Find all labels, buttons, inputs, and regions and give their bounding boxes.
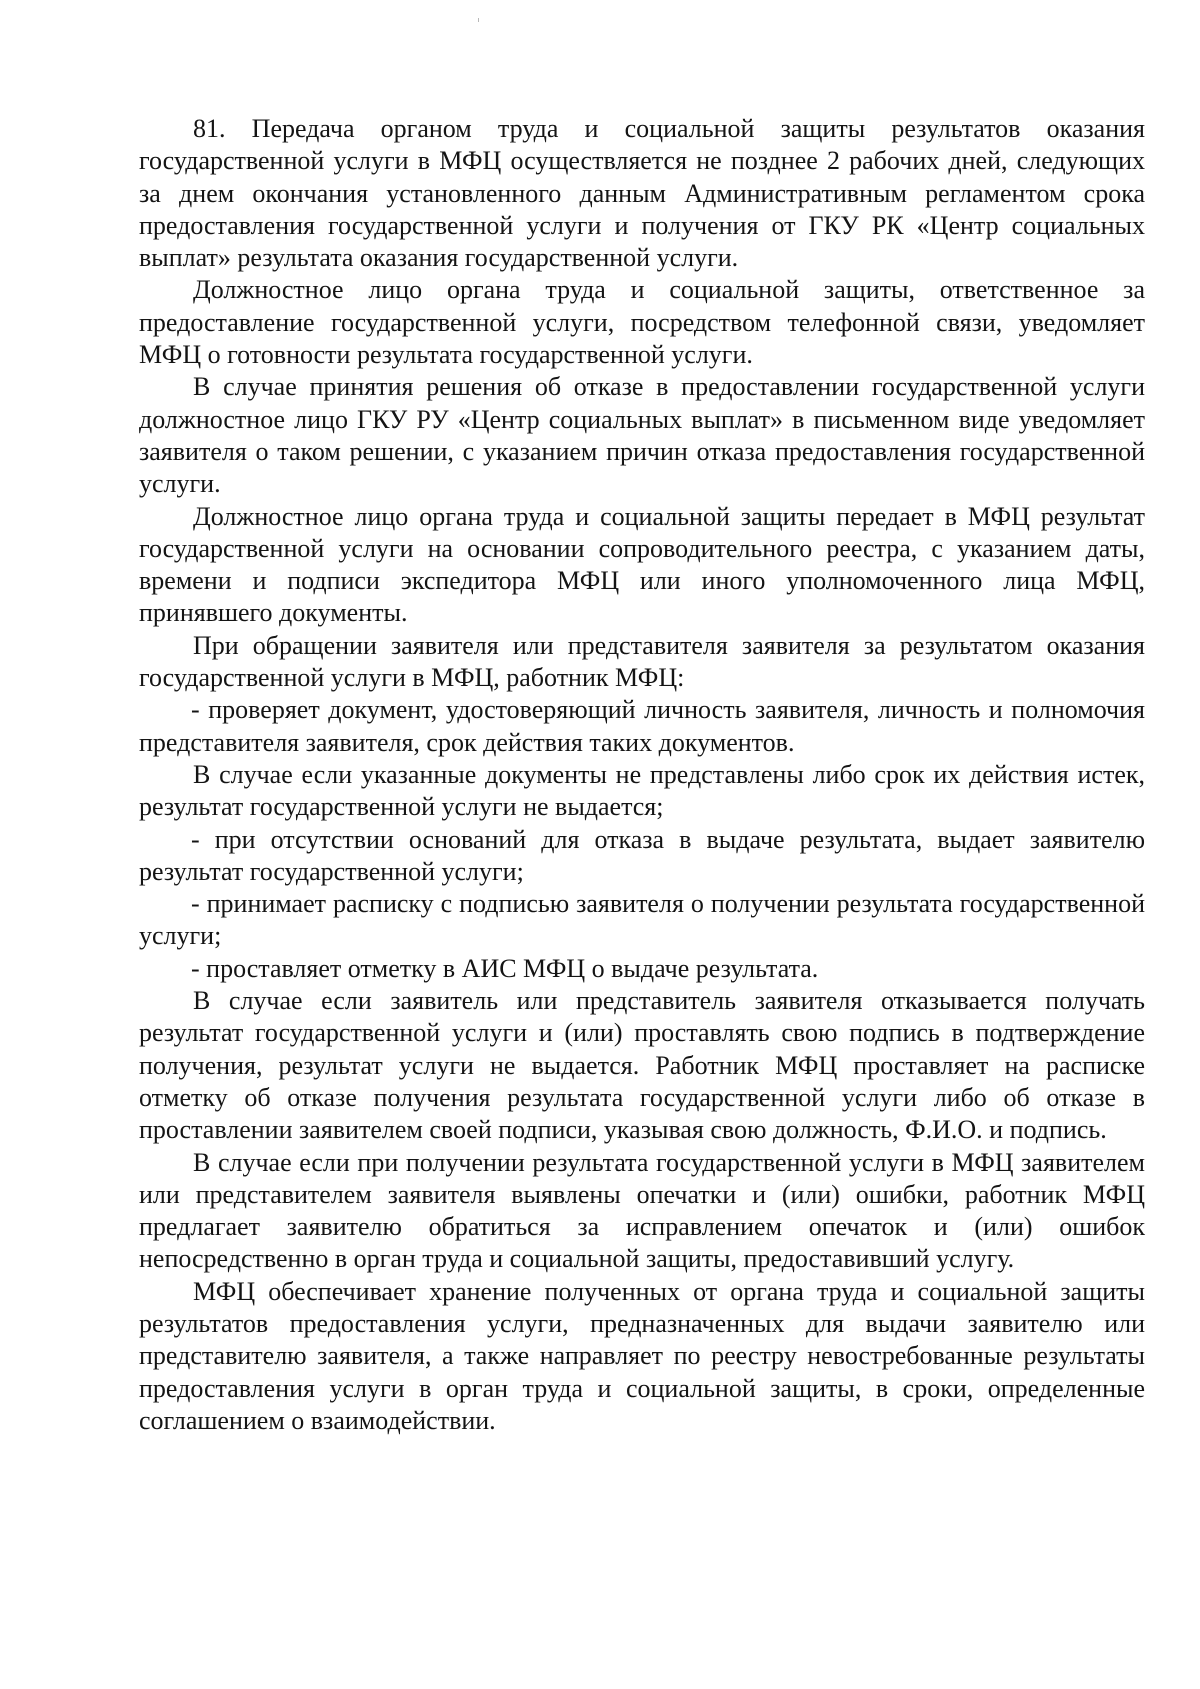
scan-artifact — [478, 18, 479, 22]
paragraph-worker-actions-intro: При обращении заявителя или представителя заявителя за результатом оказания государственной услуги в МФЦ, работник МФЦ: — [139, 630, 1145, 693]
list-item-receipt: - принимает расписку с подписью заявителя о получении результата государственной услуги; — [139, 889, 1145, 951]
list-item-ais-mark: - проставляет отметку в АИС МФЦ о выдаче результата. — [191, 953, 819, 983]
paragraph-notification: Должностное лицо органа труда и социальной защиты, ответственное за предоставление государственной услуги, посредством телефонной связи, уведомляет МФЦ о готовности результата государственной услуги. — [139, 275, 1145, 370]
list-item-check-identity: - проверяет документ, удостоверяющий личность заявителя, личность и полномочия представителя заявителя, срок действия таких документов. — [139, 695, 1145, 757]
paragraph-refusal-decision: В случае принятия решения об отказе в предоставлении государственной услуги должностное лицо ГКУ РУ «Центр социальных выплат» в письменном виде уведомляет заявителя о таком решении, с указанием причин отказа предоставления государственной услуги. — [139, 372, 1145, 499]
paragraph-transfer-registry: Должностное лицо органа труда и социальной защиты передает в МФЦ результат государственной услуги на основании сопроводительного реестра, с указанием даты, времени и подписи экспедитора МФЦ или иного уполномоченного лица МФЦ, принявшего документы. — [139, 501, 1145, 628]
paragraph-typos-errors: В случае если при получении результата государственной услуги в МФЦ заявителем или представителем заявителя выявлены опечатки и (или) ошибки, работник МФЦ предлагает заявителю обратиться за исправлением опечаток и (или) ошибок непосредственно в орган труда и социальной защиты, предоставивший услугу. — [139, 1147, 1145, 1274]
paragraph-81-transfer: 81. Передача органом труда и социальной защиты результатов оказания государственной услуги в МФЦ осуществляется не позднее 2 рабочих дней, следующих за днем окончания установленного данным Административным регламентом срока предоставления государственной услуги и получения от ГКУ РК «Центр социальных выплат» результата оказания государственной услуги. — [139, 114, 1145, 273]
list-item-issue-result: - при отсутствии оснований для отказа в выдаче результата, выдает заявителю результат государственной услуги; — [139, 824, 1145, 886]
paragraph-documents-not-presented: В случае если указанные документы не представлены либо срок их действия истек, результат государственной услуги не выдается; — [139, 759, 1145, 822]
paragraph-storage: МФЦ обеспечивает хранение полученных от органа труда и социальной защиты результатов предоставления услуги, предназначенных для выдачи заявителю или представителю заявителя, а также направляет по реестру невостребованные результаты предоставления услуги в орган труда и социальной защиты, в сроки, определенные соглашением о взаимодействии. — [139, 1276, 1145, 1435]
paragraph-applicant-refuses: В случае если заявитель или представитель заявителя отказывается получать результат государственной услуги и (или) проставлять свою подпись в подтверждение получения, результат услуги не выдается. Работник МФЦ проставляет на расписке отметку об отказе получения результата государственной услуги либо об отказе в проставлении заявителем своей подписи, указывая свою должность, Ф.И.О. и подпись. — [139, 986, 1145, 1145]
document-body — [139, 113, 1145, 1437]
